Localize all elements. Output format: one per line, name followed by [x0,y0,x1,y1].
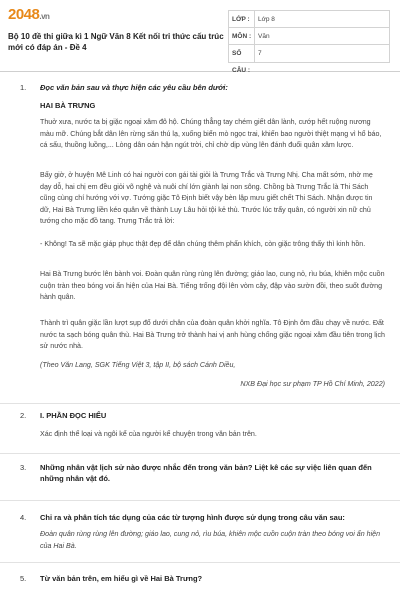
question-text: Những nhân vật lịch sử nào được nhắc đến trong văn bản? Liệt kê các sự việc liên quan đến những nhân vật đó. [40,463,372,483]
meta-row-count [229,45,389,74]
document-title: Bộ 10 đề thi giữa kì 1 Ngữ Văn 8 Kết nối tri thức cấu trúc mới có đáp án - Đề 4 [8,32,224,52]
quoted-sentence: Đoàn quân rùng rùng lên đường; giáo lao, cung nỏ, rìu búa, khiên mộc cuồn cuộn tràn theo bóng voi ẩn hiện của Hai Bà. [40,530,381,550]
passage-paragraph: Thành trì quân giặc lần lượt sụp đổ dưới chân của đoàn quân khởi nghĩa. Tô Định ôm đầu chạy về nước. Đất nước ta sạch bóng quân thù. Hai Bà Trưng trở thành hai vị anh hùng chống giặc ngoại xâm đầu tiên trong lịch sử nước nhà. [40,319,385,350]
meta-row-class [229,11,389,28]
divider [0,403,400,404]
meta-value: Văn [258,33,270,40]
passage-paragraph: Bấy giờ, ở huyện Mê Linh có hai người con gái tài giỏi là Trưng Trắc và Trưng Nhị. Cha mất sớm, nhờ mẹ dạy dỗ, hai chị em đều giỏi võ nghệ và nuôi chí lớn giành lại non sông. Chồng bà Trưng Trắc là Thi Sách cũng cùng chí hướng với vợ. Tướng giặc Tô Định biết vậy bèn lập mưu giết chết Thi Sách. Nhận được tin dữ, Hai Bà Trưng liền kéo quân về thành Luy Lâu hỏi tội kẻ thù. Trước lúc trẩy quân, có người xin nữ chủ tướng cho mặc đồ tang. Trưng Trắc trả lời: [40,171,373,225]
section-title: I. PHẦN ĐỌC HIỂU [40,411,107,420]
divider [0,453,400,454]
passage-source-publisher: NXB Đại học sư phạm TP Hồ Chí Minh, 2022) [240,380,385,388]
logo-main: 2048 [8,6,40,23]
question-prompt: Đọc văn bản sau và thực hiện các yêu cầu bên dưới: [40,83,228,92]
meta-key: LỚP : [229,11,255,27]
question-text: Xác định thể loại và ngôi kể của người kể chuyện trong văn bản trên. [40,430,257,438]
passage-paragraph: Hai Bà Trưng bước lên bành voi. Đoàn quân rùng rùng lên đường; giáo lao, cung nỏ, rìu búa, khiên mộc cuồn cuộn tràn theo bóng voi ẩn hiện của Hai Bà. Tiếng trống đội lên vòm cây, đập vào sườn đồi, theo suốt đường hành quân. [40,270,385,301]
meta-row-subject [229,28,389,45]
passage-heading: HAI BÀ TRƯNG [40,101,96,110]
question-number: 1. [20,83,27,92]
meta-key: MÔN : [229,28,255,44]
header [0,0,400,72]
meta-value: Lớp 8 [258,16,275,23]
question-number: 4. [20,513,27,522]
logo-suffix: .vn [39,12,50,21]
divider [0,562,400,563]
passage-source: (Theo Văn Lang, SGK Tiếng Việt 3, tập II, bộ sách Cánh Diều, [40,361,236,369]
meta-key: SỐ CÂU : [229,45,255,62]
question-number: 3. [20,463,27,472]
passage-paragraph: - Không! Ta sẽ mặc giáp phục thật đẹp để dân chúng thêm phấn khích, còn giặc trông thấy thì kinh hồn. [40,240,366,248]
passage-paragraph: Thuở xưa, nước ta bị giặc ngoại xâm đô hộ. Chúng thẳng tay chém giết dân lành, cướp hết ruộng nương màu mỡ. Chúng bắt dân lên rừng săn thú lạ, xuống biển mò ngọc trai, khiến bao người thiệt mạng vì hổ báo, cá sấu, thuồng luồng,... Lòng dân oán hận ngút trời, chỉ chờ dịp vùng lên đánh đuổi quân xâm lược. [40,118,382,149]
divider [0,500,400,501]
question-number: 2. [20,411,27,420]
meta-value: 7 [258,50,262,57]
site-logo[interactable] [8,6,49,23]
meta-table [228,10,390,74]
question-number: 5. [20,574,27,583]
question-text: Từ văn bản trên, em hiểu gì về Hai Bà Trưng? [40,574,203,583]
question-text: Chỉ ra và phân tích tác dụng của các từ tượng hình được sử dụng trong câu văn sau: [40,513,345,522]
